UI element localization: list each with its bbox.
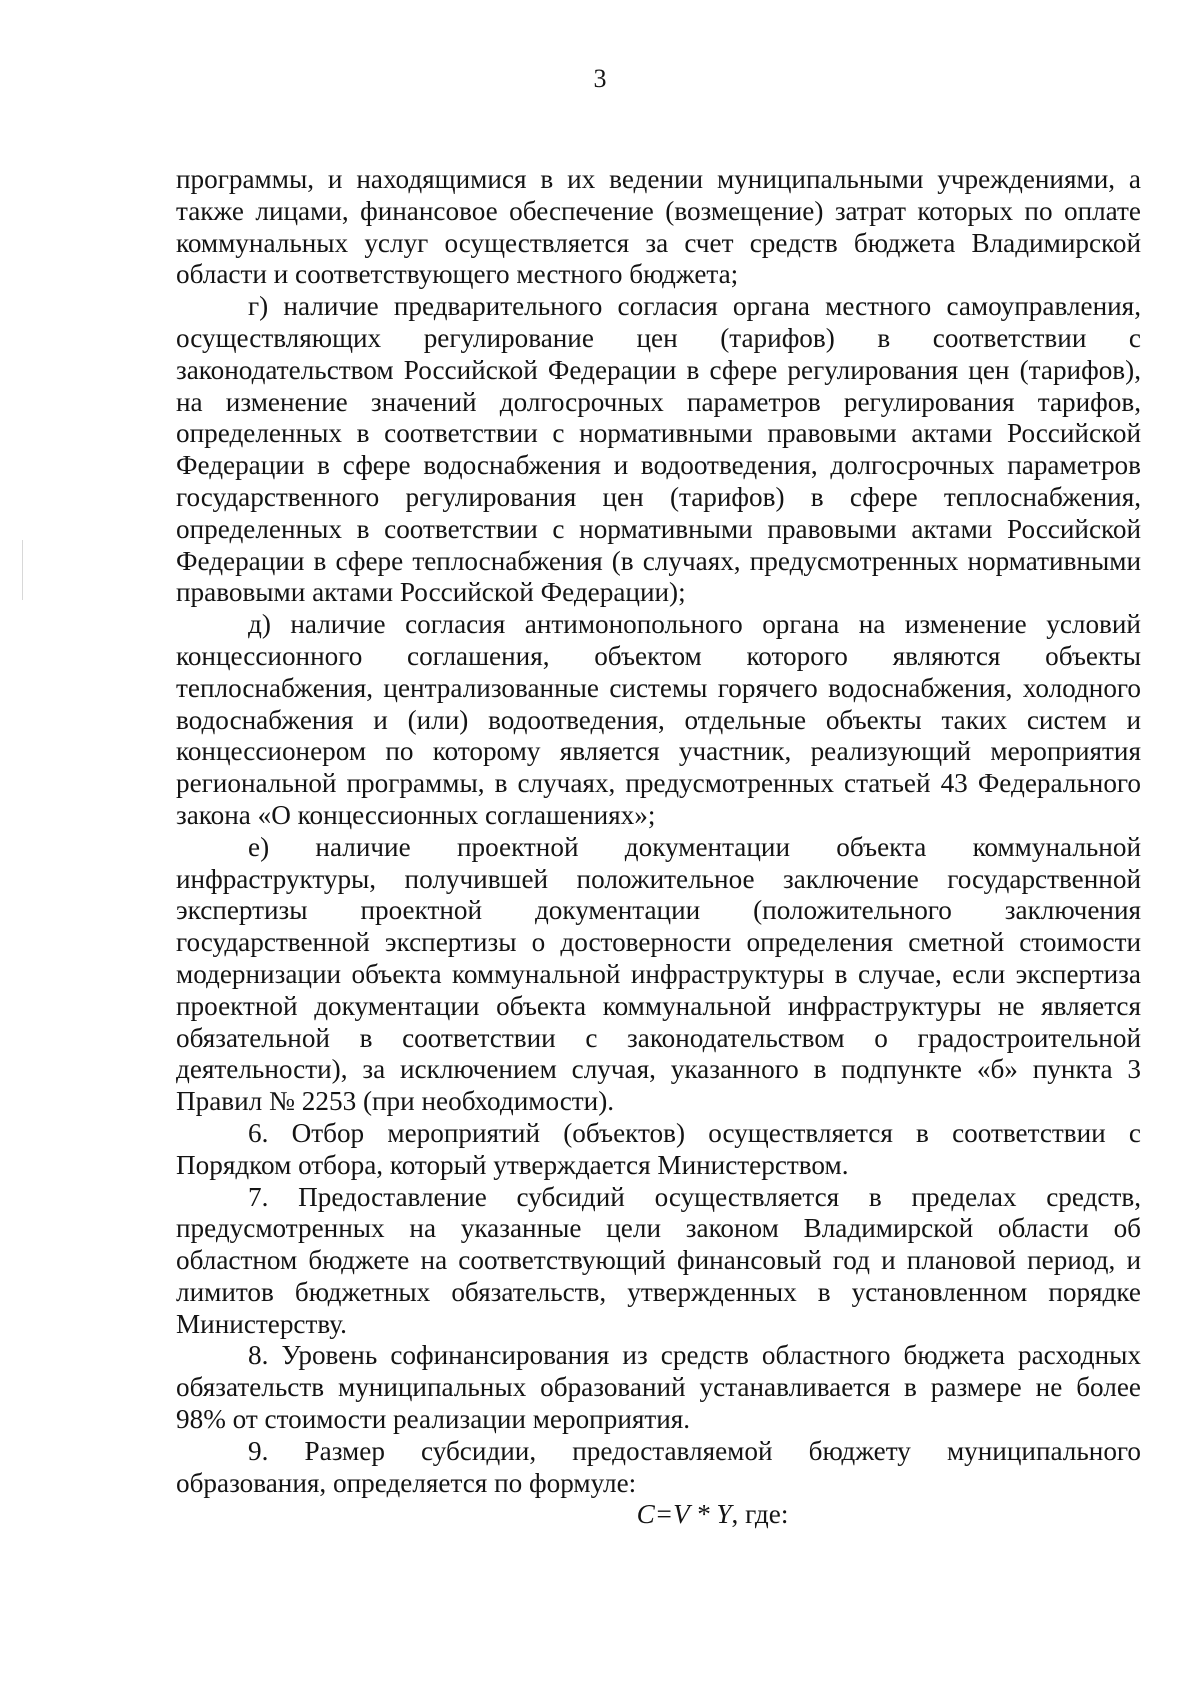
page-number: 3 [593,64,607,93]
paragraph-subitem-d: д) наличие согласия антимонопольного органа на изменение условий концессионного соглашения, объектом которого являются объекты теплоснабжения, централизованные системы горячего водоснабжения, холодного водоснабжения и (или) водоотведения, отдельные объекты таких систем и концессионером по которому является участник, реализующий мероприятия региональной программы, в случаях, предусмотренных статьей 43 Федерального закона «О концессионных соглашениях»; [176,609,1141,830]
paragraph-item-6: 6. Отбор мероприятий (объектов) осуществляется в соответствии с Порядком отбора, который утверждается Министерством. [176,1117,1141,1180]
paragraph-item-8: 8. Уровень софинансирования из средств областного бюджета расходных обязательств муниципальных образований устанавливается в размере не более 98% от стоимости реализации мероприятия. [176,1340,1141,1435]
paragraph-continuation: программы, и находящимися в их ведении муниципальными учреждениями, а также лицами, финансовое обеспечение (возмещение) затрат которых по оплате коммунальных услуг осуществляется за счет средств бюджета Владимирской области и соответствующего местного бюджета; [176,164,1141,290]
paragraph-subitem-e: е) наличие проектной документации объекта коммунальной инфраструктуры, получившей положительное заключение государственной экспертизы проектной документации (положительного заключения государственной экспертизы о достоверности определения сметной стоимости модернизации объекта коммунальной инфраструктуры в случае, если экспертиза проектной документации объекта коммунальной инфраструктуры не является обязательной в соответствии с законодательством о градостроительной деятельности), за исключением случая, указанного в подпункте «б» пункта 3 Правил № 2253 (при необходимости). [176,831,1141,1117]
formula-expression: C=V * Y [636,1499,732,1530]
paragraph-subitem-g: г) наличие предварительного согласия органа местного самоуправления, осуществляющих регулирование цен (тарифов) в соответствии с законодательством Российской Федерации в сфере регулирования цен (тарифов), на изменение значений долгосрочных параметров регулирования тарифов, определенных в соответствии с нормативными правовыми актами Российской Федерации в сфере водоснабжения и водоотведения, долгосрочных параметров государственного регулирования цен (тарифов) в сфере теплоснабжения, определенных в соответствии с нормативными правовыми актами Российской Федерации в сфере теплоснабжения (в случаях, предусмотренных нормативными правовыми актами Российской Федерации); [176,291,1141,608]
paragraph-item-7: 7. Предоставление субсидий осуществляется в пределах средств, предусмотренных на указанные цели законом Владимирской области об областном бюджете на соответствующий финансовый год и плановой период, и лимитов бюджетных обязательств, утвержденных в установленном порядке Министерству. [176,1181,1141,1339]
formula-suffix: , где: [731,1499,789,1530]
document-body [176,164,1141,1531]
paragraph-item-9: 9. Размер субсидии, предоставляемой бюджету муниципального образования, определяется по формуле: [176,1435,1141,1498]
scan-edge-mark [22,540,23,600]
subsidy-formula [176,1499,1141,1531]
